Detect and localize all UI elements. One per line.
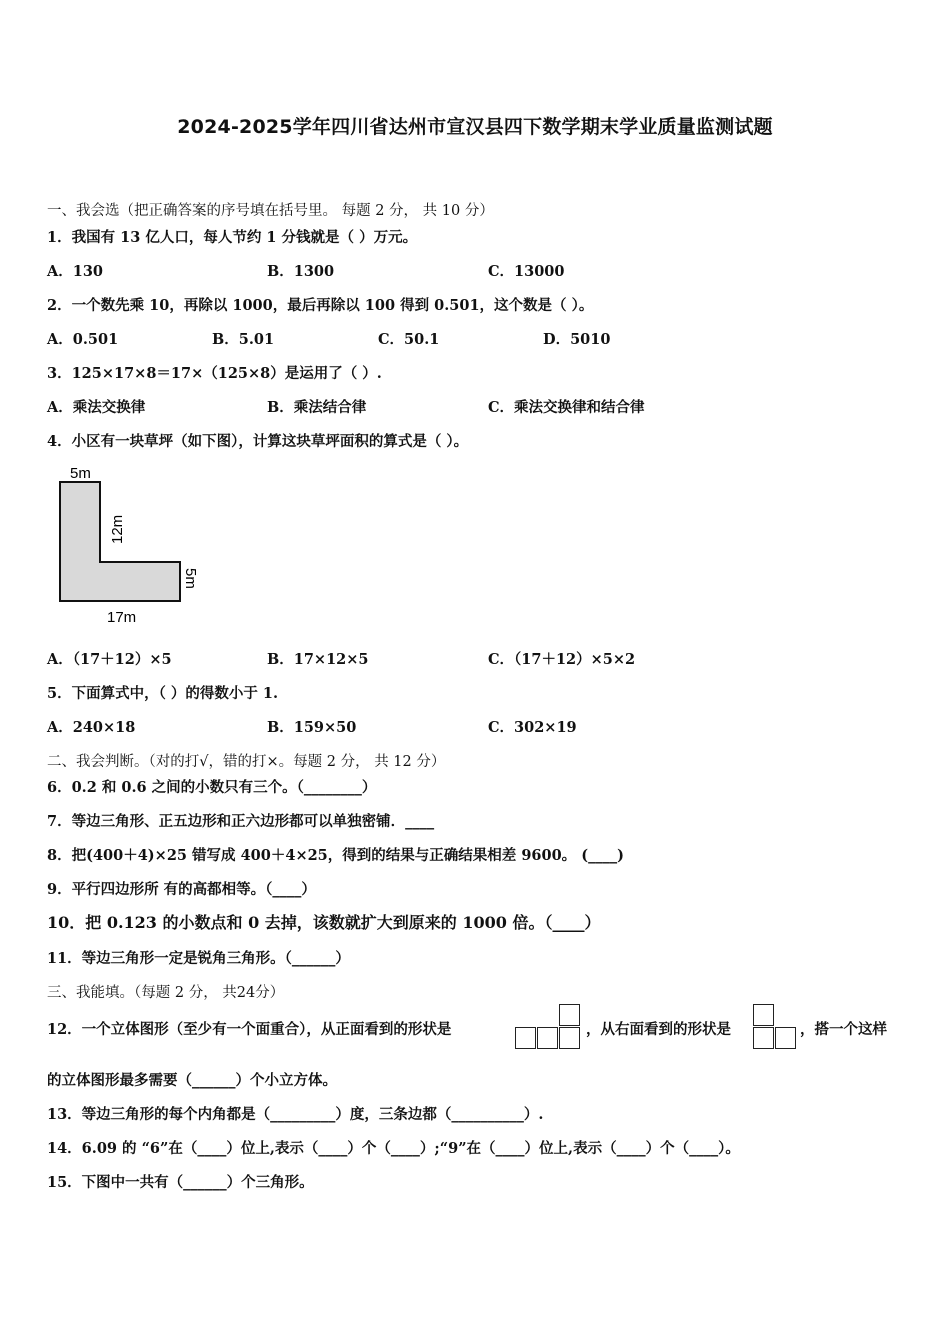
right-view-cube (753, 1004, 774, 1026)
question-3: 3．125×17×8＝17×（125×8）是运用了（ ）. (47, 365, 382, 382)
question-1: 1．我国有 13 亿人口，每人节约 1 分钱就是（ ）万元。 (47, 229, 418, 246)
section-heading-2: 二、我会判断。（对的打√，错的打×。每题 2 分， 共 12 分） (47, 754, 446, 770)
q5-option-c: C．302×19 (488, 719, 577, 736)
q4-option-c: C．（17＋12）×5×2 (488, 651, 636, 668)
q2-option-b: B．5.01 (212, 331, 275, 348)
question-15: 15．下图中一共有（______）个三角形。 (47, 1174, 314, 1191)
q1-option-c: C．13000 (488, 263, 565, 280)
q2-option-a: A．0.501 (47, 331, 119, 348)
q5-option-a: A．240×18 (47, 719, 136, 736)
question-11: 11．等边三角形一定是锐角三角形。（______） (47, 950, 350, 967)
q4-option-a: A．（17＋12）×5 (47, 651, 172, 668)
question-5: 5．下面算式中，（ ）的得数小于 1. (47, 685, 279, 702)
q3-option-b: B．乘法结合律 (267, 399, 367, 416)
q1-option-b: B．1300 (267, 263, 335, 280)
question-8: 8．把(400＋4)×25 错写成 400＋4×25，得到的结果与正确结果相差 9600。 (____) (47, 847, 624, 864)
q5-option-b: B．159×50 (267, 719, 357, 736)
label-bottom: 17m (107, 609, 137, 626)
q4-option-b: B．17×12×5 (267, 651, 369, 668)
question-14: 14．6.09 的 “6”在（____）位上,表示（____）个（____）;“9”在（____）位上,表示（____）个（____）。 (47, 1140, 740, 1157)
question-2: 2．一个数先乘 10，再除以 1000，最后再除以 100 得到 0.501，这个数是（ ）。 (47, 297, 594, 314)
front-view-cube (559, 1004, 580, 1026)
question-7: 7．等边三角形、正五边形和正六边形都可以单独密铺．____ (47, 813, 435, 830)
front-view-cube (559, 1027, 580, 1049)
question-13: 13．等边三角形的每个内角都是（_________）度，三条边都（__________）. (47, 1106, 544, 1123)
lawn-l-shape-figure (50, 462, 220, 632)
q3-option-c: C．乘法交换律和结合律 (488, 399, 645, 416)
question-12-part-b: ，从右面看到的形状是 (586, 1021, 731, 1038)
question-6: 6．0.2 和 0.6 之间的小数只有三个。（________） (47, 779, 377, 796)
section-heading-3: 三、我能填。（每题 2 分， 共24分） (47, 985, 285, 1001)
q1-option-a: A．130 (47, 263, 104, 280)
label-vertical: 12m (109, 514, 126, 544)
question-9: 9．平行四边形所 有的高都相等。（____） (47, 881, 316, 898)
question-4: 4．小区有一块草坪（如下图），计算这块草坪面积的算式是（ ）。 (47, 433, 469, 450)
label-right: 5m (182, 568, 199, 589)
question-12-part-a: 12．一个立体图形（至少有一个面重合），从正面看到的形状是 (47, 1021, 452, 1038)
q2-option-d: D．5010 (543, 331, 611, 348)
label-top: 5m (70, 465, 91, 482)
page-title: 2024-2025学年四川省达州市宣汉县四下数学期末学业质量监测试题 (177, 116, 773, 138)
right-view-cube (753, 1027, 774, 1049)
question-12-part-d: 的立体图形最多需要（______）个小立方体。 (47, 1072, 337, 1089)
right-view-cube (775, 1027, 796, 1049)
q3-option-a: A．乘法交换律 (47, 399, 146, 416)
question-12-part-c: ，搭一个这样 (800, 1021, 887, 1038)
q2-option-c: C．50.1 (378, 331, 440, 348)
front-view-cube (515, 1027, 536, 1049)
front-view-cube (537, 1027, 558, 1049)
section-heading-1: 一、我会选（把正确答案的序号填在括号里。 每题 2 分， 共 10 分） (47, 203, 494, 219)
question-10: 10．把 0.123 的小数点和 0 去掉，该数就扩大到原来的 1000 倍。（____） (47, 913, 601, 932)
